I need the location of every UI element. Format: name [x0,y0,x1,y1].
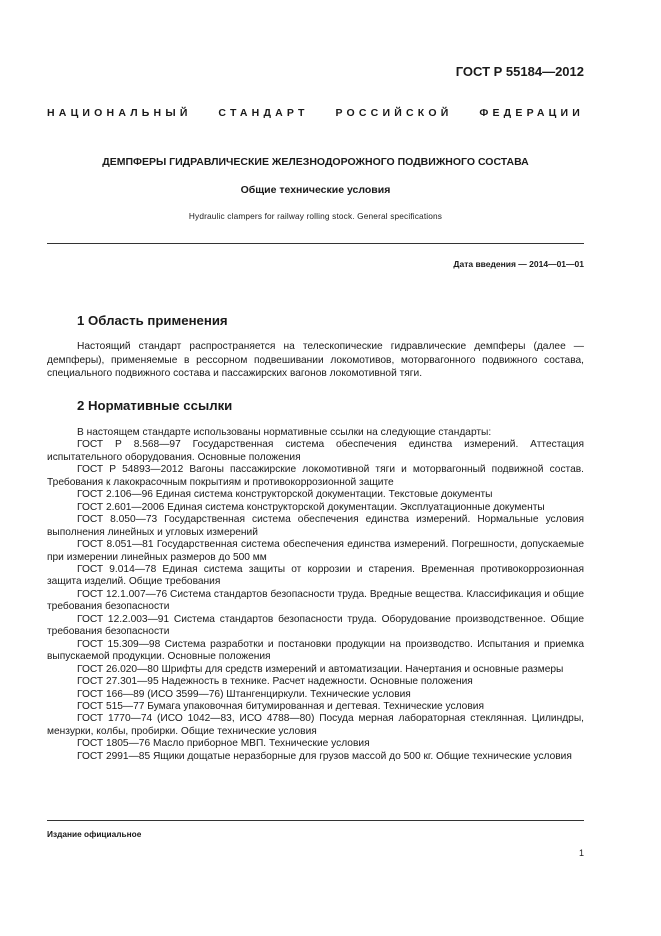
section-1-heading: 1 Область применения [77,313,228,328]
reference-item: ГОСТ 9.014—78 Единая система защиты от коррозии и старения. Временная противокоррозионная защита изделий. Общие требования [47,563,584,588]
official-edition-label: Издание официальное [47,829,142,839]
footer-divider [47,820,584,821]
reference-item: ГОСТ 12.2.003—91 Система стандартов безопасности труда. Оборудование производственное. Общие требования безопасности [47,613,584,638]
reference-item: ГОСТ 8.051—81 Государственная система обеспечения единства измерений. Погрешности, допускаемые при измерении линейных размеров до 500 мм [47,539,584,563]
reference-item: ГОСТ 26.020—80 Шрифты для средств измерений и автоматизации. Начертания и основные размеры [77,663,564,675]
national-standard-banner: НАЦИОНАЛЬНЫЙ СТАНДАРТ РОССИЙСКОЙ ФЕДЕРАЦИИ [47,107,584,119]
reference-item: ГОСТ 2.601—2006 Единая система конструкторской документации. Эксплуатационные документы [77,501,545,513]
section-1-body [47,340,584,381]
reference-item: ГОСТ Р 54893—2012 Вагоны пассажирские локомотивной тяги и моторвагонный подвижной состав. Требования к лакокрасочным покрытиям и противокоррозионной защите [47,464,584,488]
references-intro: В настоящем стандарте использованы нормативные ссылки на следующие стандарты: [77,427,492,438]
english-title: Hydraulic clampers for railway rolling stock. General specifications [188,211,443,221]
reference-item: ГОСТ 166—89 (ИСО 3599—76) Штангенциркули. Технические условия [77,688,411,700]
document-subtitle: Общие технические условия [240,184,391,196]
reference-item: ГОСТ 1770—74 (ИСО 1042—83, ИСО 4788—80) Посуда мерная лабораторная стеклянная. Цилиндры, мензурки, колбы, пробирки. Общие технические условия [47,713,584,737]
reference-item: ГОСТ 12.1.007—76 Система стандартов безопасности труда. Вредные вещества. Классификация и общие требования безопасности [47,588,584,613]
reference-item: ГОСТ 515—77 Бумага упаковочная битумированная и дегтевая. Технические условия [77,700,484,712]
reference-item: ГОСТ 8.050—73 Государственная система обеспечения единства измерений. Нормальные условия выполнения линейных и угловых измерений [47,514,584,538]
introduction-date: Дата введения — 2014—01—01 [453,259,584,269]
document-title: ДЕМПФЕРЫ ГИДРАВЛИЧЕСКИЕ ЖЕЛЕЗНОДОРОЖНОГО ПОДВИЖНОГО СОСТАВА [102,156,529,168]
references-list [47,427,584,763]
section-1-text: Настоящий стандарт распространяется на телескопические гидравлические демпферы (далее — демпферы), применяемые в рессорном подвешивании локомотивов, моторвагонного подвижного состава, специального подвижного состава и пассажирских вагонов локомотивной тяги. [47,341,584,379]
reference-item: ГОСТ Р 8.568—97 Государственная система обеспечения единства измерений. Аттестация испытательного оборудования. Основные положения [47,439,584,463]
section-2-heading: 2 Нормативные ссылки [77,398,233,413]
reference-item: ГОСТ 2.106—96 Единая система конструкторской документации. Текстовые документы [77,489,493,501]
reference-item: ГОСТ 27.301—95 Надежность в технике. Расчет надежности. Основные положения [77,676,473,688]
reference-item: ГОСТ 15.309—98 Система разработки и постановки продукции на производство. Испытания и приемка выпускаемой продукции. Основные положения [47,638,584,663]
reference-item: ГОСТ 2991—85 Ящики дощатые неразборные для грузов массой до 500 кг. Общие технические условия [77,750,572,762]
document-code: ГОСТ Р 55184—2012 [455,64,584,79]
title-divider [47,243,584,244]
page-number: 1 [578,848,584,858]
reference-item: ГОСТ 1805—76 Масло приборное МВП. Технические условия [77,738,370,750]
